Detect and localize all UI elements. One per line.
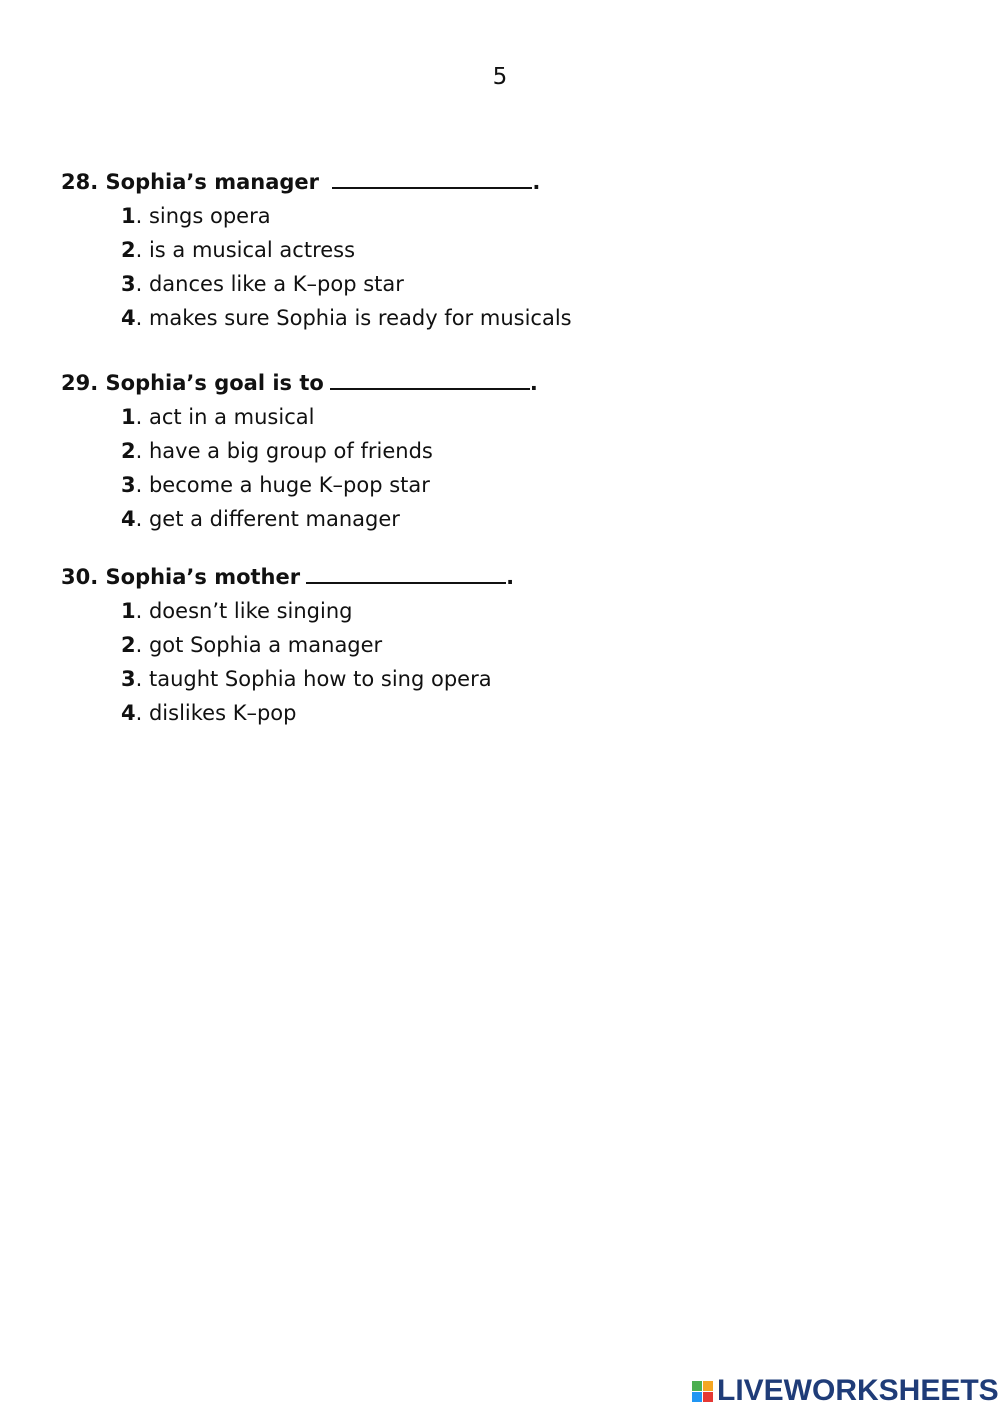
option-1[interactable] xyxy=(121,400,961,434)
logo-square-orange xyxy=(703,1381,713,1391)
option-4[interactable] xyxy=(121,502,961,536)
logo-square-green xyxy=(692,1381,702,1391)
question-text: 30. Sophia’s mother xyxy=(61,565,301,589)
answer-blank[interactable] xyxy=(330,368,530,390)
option-text: . act in a musical xyxy=(135,405,315,429)
option-text: . sings opera xyxy=(135,204,271,228)
option-text: . got Sophia a manager xyxy=(135,633,383,657)
option-number: 2 xyxy=(121,439,136,463)
answer-blank[interactable] xyxy=(306,562,506,584)
option-text: . is a musical actress xyxy=(135,238,356,262)
option-number: 4 xyxy=(121,507,136,531)
question-30 xyxy=(61,560,961,730)
option-3[interactable] xyxy=(121,662,961,696)
option-number: 2 xyxy=(121,238,136,262)
option-number: 3 xyxy=(121,272,136,296)
option-3[interactable] xyxy=(121,267,961,301)
option-text: . have a big group of friends xyxy=(135,439,433,463)
option-2[interactable] xyxy=(121,434,961,468)
option-text: . become a huge K–pop star xyxy=(135,473,430,497)
option-list xyxy=(61,400,961,536)
logo-square-red xyxy=(703,1392,713,1402)
option-1[interactable] xyxy=(121,199,961,233)
answer-blank[interactable] xyxy=(332,167,532,189)
option-text: . dislikes K–pop xyxy=(135,701,297,725)
option-text: . doesn’t like singing xyxy=(135,599,353,623)
option-text: . taught Sophia how to sing opera xyxy=(135,667,492,691)
option-number: 3 xyxy=(121,667,136,691)
option-4[interactable] xyxy=(121,696,961,730)
option-number: 3 xyxy=(121,473,136,497)
option-number: 4 xyxy=(121,701,136,725)
question-stem xyxy=(61,366,961,400)
question-end: . xyxy=(506,565,515,589)
liveworksheets-logo xyxy=(692,1374,999,1408)
question-stem xyxy=(61,560,961,594)
page-number: 5 xyxy=(492,64,508,90)
question-end: . xyxy=(529,371,538,395)
question-28 xyxy=(61,165,961,335)
question-29 xyxy=(61,366,961,536)
logo-icon xyxy=(692,1381,713,1402)
option-list xyxy=(61,199,961,335)
question-text: 28. Sophia’s manager xyxy=(61,170,327,194)
option-2[interactable] xyxy=(121,233,961,267)
logo-square-blue xyxy=(692,1392,702,1402)
option-2[interactable] xyxy=(121,628,961,662)
option-list xyxy=(61,594,961,730)
option-number: 2 xyxy=(121,633,136,657)
option-number: 1 xyxy=(121,204,136,228)
option-number: 4 xyxy=(121,306,136,330)
option-text: . dances like a K–pop star xyxy=(135,272,404,296)
option-text: . makes sure Sophia is ready for musicals xyxy=(135,306,572,330)
logo-text: LIVEWORKSHEETS xyxy=(717,1374,999,1407)
option-text: . get a different manager xyxy=(135,507,400,531)
option-number: 1 xyxy=(121,599,136,623)
option-4[interactable] xyxy=(121,301,961,335)
question-text: 29. Sophia’s goal is to xyxy=(61,371,324,395)
question-end: . xyxy=(532,170,541,194)
question-stem xyxy=(61,165,961,199)
option-3[interactable] xyxy=(121,468,961,502)
option-1[interactable] xyxy=(121,594,961,628)
option-number: 1 xyxy=(121,405,136,429)
